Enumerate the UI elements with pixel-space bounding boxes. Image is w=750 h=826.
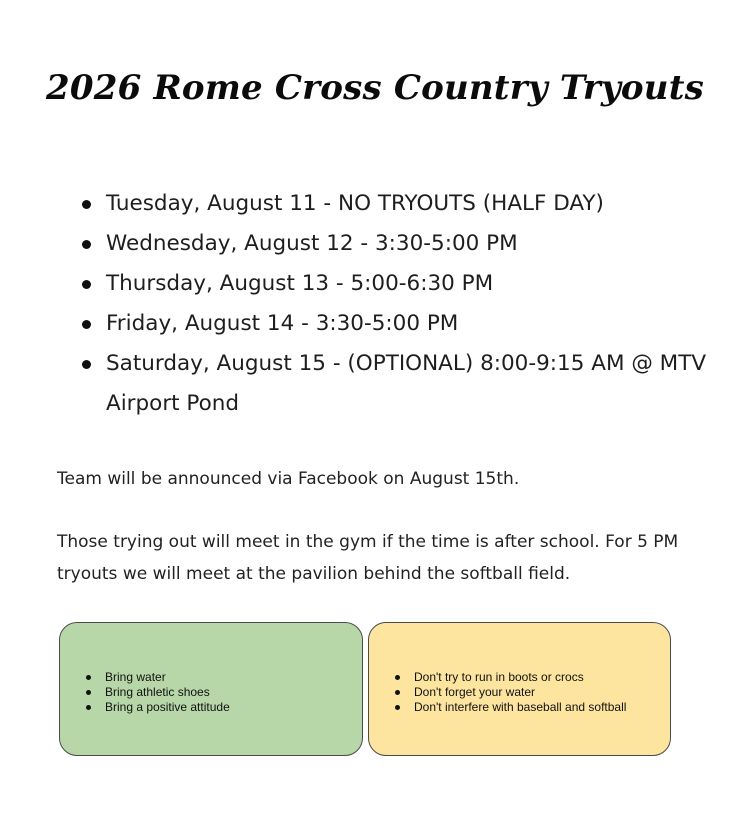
do-list-item-text: Bring water bbox=[105, 670, 166, 684]
bullet-icon bbox=[82, 280, 91, 289]
dont-list-item bbox=[395, 685, 626, 700]
schedule-item bbox=[80, 344, 720, 424]
do-list-item bbox=[86, 700, 230, 715]
bullet-icon bbox=[82, 320, 91, 329]
tryout-schedule-list bbox=[80, 184, 720, 424]
announcement-text: Team will be announced via Facebook on August 15th. bbox=[57, 469, 520, 489]
dont-list-item bbox=[395, 670, 626, 685]
schedule-item-text: Wednesday, August 12 - 3:30-5:00 PM bbox=[106, 231, 518, 256]
schedule-item-text: Saturday, August 15 - (OPTIONAL) 8:00-9:15 AM @ MTV Airport Pond bbox=[106, 351, 707, 416]
bullet-icon bbox=[86, 675, 91, 680]
dont-list-item-text: Don't forget your water bbox=[414, 685, 536, 699]
dont-list bbox=[395, 670, 626, 715]
bullet-icon bbox=[86, 705, 91, 710]
do-list-item bbox=[86, 670, 230, 685]
dont-list-item bbox=[395, 700, 626, 715]
do-list-box bbox=[59, 622, 363, 756]
do-list-item-text: Bring athletic shoes bbox=[105, 685, 210, 699]
schedule-item-text: Friday, August 14 - 3:30-5:00 PM bbox=[106, 311, 459, 336]
schedule-item bbox=[80, 224, 720, 264]
do-list-item-text: Bring a positive attitude bbox=[105, 700, 230, 714]
bullet-icon bbox=[82, 240, 91, 249]
do-list-item bbox=[86, 685, 230, 700]
bullet-icon bbox=[82, 360, 91, 369]
bullet-icon bbox=[395, 705, 400, 710]
schedule-item-text: Tuesday, August 11 - NO TRYOUTS (HALF DAY) bbox=[106, 191, 604, 216]
bullet-icon bbox=[86, 690, 91, 695]
bullet-icon bbox=[395, 690, 400, 695]
schedule-item bbox=[80, 264, 720, 304]
dont-list-box bbox=[368, 622, 671, 756]
meeting-info-text: Those trying out will meet in the gym if the time is after school. For 5 PM tryouts we will meet at the pavilion behind the softball field. bbox=[57, 532, 679, 584]
dont-list-item-text: Don't interfere with baseball and softball bbox=[414, 700, 627, 714]
schedule-item bbox=[80, 304, 720, 344]
bullet-icon bbox=[82, 200, 91, 209]
do-list bbox=[86, 670, 230, 715]
schedule-item bbox=[80, 184, 720, 224]
dont-list-item-text: Don't try to run in boots or crocs bbox=[414, 670, 584, 684]
schedule-item-text: Thursday, August 13 - 5:00-6:30 PM bbox=[106, 271, 494, 296]
bullet-icon bbox=[395, 675, 400, 680]
page-title: 2026 Rome Cross Country Tryouts bbox=[46, 68, 704, 108]
